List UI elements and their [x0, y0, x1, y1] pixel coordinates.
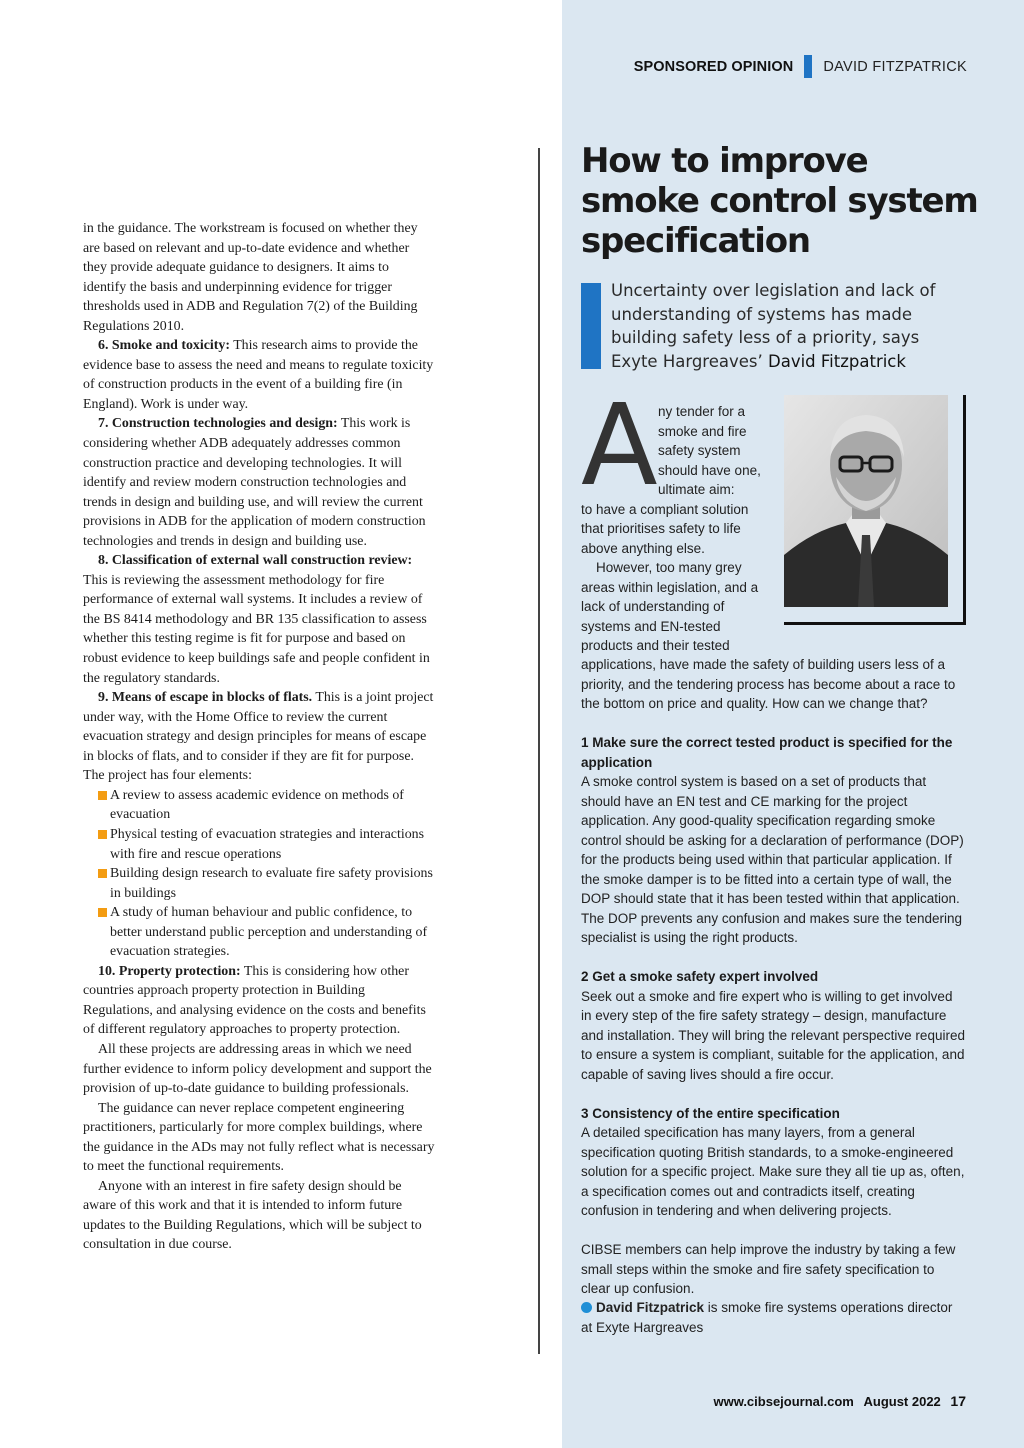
item-6 — [83, 336, 435, 414]
list-item — [83, 825, 435, 864]
frame-line — [963, 395, 966, 625]
item-9 — [83, 688, 435, 786]
item-10 — [83, 962, 435, 1040]
standfirst — [581, 279, 961, 373]
paragraph-2-end: applications, have made the safety of building users less of a priority, and the tendering process has become about a race to the bottom on price and quality. How can we change that? — [581, 657, 956, 711]
paragraph: The guidance can never replace competent engineering practitioners, particularly for more complex buildings, where the guidance in the ADs may not fully reflect what is necessary to meet the functional requirements. — [83, 1100, 435, 1175]
item-body: This is considering how other countries approach property protection in Building Regulations, and analysing evidence on the costs and benefits of different regulatory approaches to property protection. — [83, 963, 426, 1038]
article-body — [581, 655, 966, 1299]
item-7 — [83, 414, 435, 551]
section-label: SPONSORED OPINION — [633, 58, 794, 75]
bio-name: David Fitzpatrick — [596, 1300, 705, 1315]
bullet-square-icon — [98, 830, 107, 839]
section-3-heading: 3 Consistency of the entire specification — [581, 1105, 840, 1121]
item-body: This is a joint project under way, with the Home Office to review the current evacuation strategy and design principles for means of escape in blocks of flats, and to consider if they are fit for purpose. The project has four elements: — [83, 690, 434, 784]
list-item — [83, 864, 435, 903]
left-column-text — [83, 219, 435, 1255]
item-body: This is reviewing the assessment methodology for fire performance of external wall systems. It includes a review of the BS 8414 methodology and BR 135 classification to assess whether this testing regime is fit for purpose and based on robust evidence to keep buildings safe and people confident in the regulatory standards. — [83, 572, 430, 686]
drop-cap: A — [581, 381, 658, 511]
page-number: 17 — [950, 1393, 966, 1409]
closing-paragraph: CIBSE members can help improve the industry by taking a few small steps within the smoke and fire safety specification to clear up confusion. — [581, 1242, 956, 1296]
portrait-illustration — [784, 395, 948, 607]
bullet-dot-icon — [581, 1302, 592, 1313]
bullet-square-icon — [98, 869, 107, 878]
article-title: How to improve smoke control system specification — [581, 141, 978, 261]
item-heading: 8. Classification of external wall construction review: — [98, 553, 413, 569]
bullet-list — [83, 786, 435, 962]
standfirst-accent-bar — [581, 283, 601, 369]
standfirst-text — [611, 279, 961, 373]
section-1-heading: 1 Make sure the correct tested product is specified for the application — [581, 735, 953, 770]
footer-date: August 2022 — [863, 1394, 941, 1409]
author-portrait-image — [784, 395, 948, 607]
section-2-heading: 2 Get a smoke safety expert involved — [581, 969, 819, 984]
header-author: DAVID FITZPATRICK — [823, 58, 967, 75]
item-body: This work is considering whether ADB adequately addresses common construction practice and developing technologies. It will identify and review modern construction technologies and trends in design and building use, and will review the current provisions in ADB for the application of modern construction technologies and trends in design and building use. — [83, 416, 426, 549]
list-item — [83, 786, 435, 825]
item-heading: 7. Construction technologies and design: — [98, 416, 338, 432]
paragraph: in the guidance. The workstream is focused on whether they are based on relevant and up-to-date evidence and whether they provide adequate guidance to designers. It aims to identify the basis and underpinning evidence for trigger thresholds used in ADB and Regulation 7(2) of the Building Regulations 2010. — [83, 221, 418, 334]
bio-text: is smoke fire systems operations director at Exyte Hargreaves — [581, 1300, 953, 1335]
intro-continuation: to have a compliant solution that prioritises safety to life above anything else. — [581, 501, 749, 556]
intro-first-lines: ny tender for a smoke and fire safety system should have one, ultimate aim: — [658, 404, 761, 497]
item-heading: 6. Smoke and toxicity: — [98, 338, 230, 354]
standfirst-body: Uncertainty over legislation and lack of understanding of systems has made building safety less of a priority, says Exyte Hargreaves’ — [611, 281, 936, 371]
section-1-body: A smoke control system is based on a set of products that should have an EN test and CE marking for the project application. Any good-quality specification regarding smoke control should be asking for a declaration of performance (DOP) for the products being used within that particular application. If the smoke damper is to be fitted into a certain type of wall, the DOP should state that it has been tested within that application. The DOP prevents any confusion and makes sure the tendering specialist is using the right products. — [581, 774, 964, 945]
paragraph: Anyone with an interest in fire safety design should be aware of this work and that it is intended to inform future updates to the Building Regulations, which will be subject to consultation in due course. — [83, 1178, 422, 1253]
intro-text — [581, 402, 771, 656]
item-heading: 10. Property protection: — [98, 963, 241, 979]
author-bio — [581, 1298, 966, 1338]
column-divider — [538, 148, 540, 1354]
list-item-text: Physical testing of evacuation strategies and interactions with fire and rescue operations — [110, 826, 424, 862]
bullet-square-icon — [98, 791, 107, 800]
frame-line — [784, 622, 966, 625]
section-2-body: Seek out a smoke and fire expert who is willing to get involved in every step of the fire safety strategy – design, manufacture and installation. They will bring the relevant perspective required to ensure a system is compliant, suitable for the application, and capable of saving lives should a fire occur. — [581, 988, 965, 1082]
list-item — [83, 903, 435, 962]
page-header — [634, 55, 967, 78]
list-item-text: Building design research to evaluate fire safety provisions in buildings — [110, 866, 433, 901]
list-item-text: A study of human behaviour and public confidence, to better understand public perception and understanding of evacuation strategies. — [110, 905, 428, 960]
page-footer — [713, 1393, 966, 1409]
item-body: This research aims to provide the evidence base to assess the need and means to regulate toxicity of construction products in the event of a building fire (in England). Work is under way. — [83, 338, 434, 412]
section-3-body: A detailed specification has many layers, from a general specification quoting British standards, to a smoke-engineered solution for a specific project. Make sure they all tie up as, often, a specification comes out and contradicts itself, creating confusion in tendering and when delivering projects. — [581, 1125, 965, 1218]
paragraph: All these projects are addressing areas in which we need further evidence to inform policy development and support the provision of up-to-date guidance to building professionals. — [83, 1041, 432, 1097]
list-item-text: A review to assess academic evidence on methods of evacuation — [110, 787, 404, 823]
footer-url[interactable]: www.cibsejournal.com — [713, 1394, 854, 1409]
standfirst-author: David Fitzpatrick — [768, 351, 906, 371]
paragraph-2-start: However, too many grey areas within legislation, and a lack of understanding of systems and EN-tested products and their tested — [581, 560, 759, 653]
header-divider-bar — [804, 55, 812, 78]
item-8 — [83, 551, 435, 688]
item-heading: 9. Means of escape in blocks of flats. — [98, 690, 313, 706]
bullet-square-icon — [98, 908, 107, 917]
author-photo-frame — [784, 395, 966, 625]
